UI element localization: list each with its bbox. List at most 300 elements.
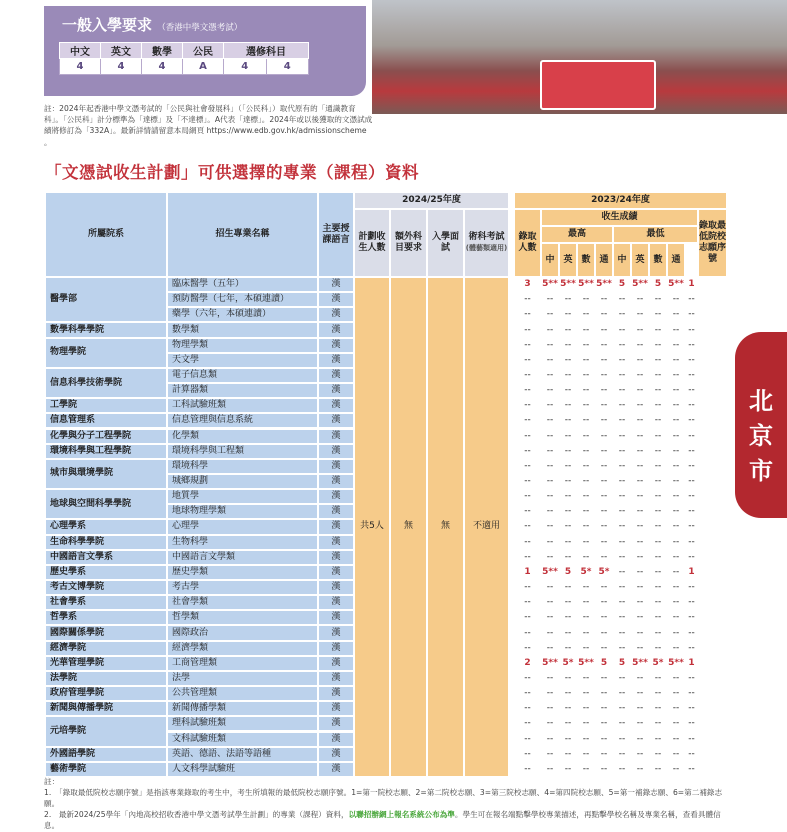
admitted-count: -- bbox=[515, 399, 540, 412]
header-admitted: 錄取人數 bbox=[515, 210, 540, 276]
art-merged: 不適用 bbox=[465, 278, 508, 776]
score-cell: -- bbox=[614, 308, 630, 321]
score-cell: -- bbox=[632, 308, 648, 321]
score-cell: 5** bbox=[578, 657, 594, 670]
score-cell: -- bbox=[668, 460, 684, 473]
score-cell: -- bbox=[668, 551, 684, 564]
dept-name: 環境科學與工程學院 bbox=[46, 445, 166, 458]
score-cell: -- bbox=[578, 354, 594, 367]
score-cell: -- bbox=[542, 323, 558, 336]
score-cell: -- bbox=[650, 642, 666, 655]
score-cell: -- bbox=[614, 354, 630, 367]
score-cell: -- bbox=[632, 566, 648, 579]
program-name: 天文學 bbox=[168, 354, 317, 367]
score-cell: -- bbox=[614, 445, 630, 458]
score-cell: -- bbox=[632, 551, 648, 564]
score-cell: -- bbox=[632, 339, 648, 352]
admitted-count: -- bbox=[515, 536, 540, 549]
program-name: 人文科學試驗班 bbox=[168, 763, 317, 776]
score-cell: -- bbox=[686, 369, 697, 382]
score-cell: -- bbox=[668, 672, 684, 685]
req-header: 英文 bbox=[101, 43, 142, 59]
score-cell: -- bbox=[560, 581, 576, 594]
score-cell: -- bbox=[632, 430, 648, 443]
score-cell: -- bbox=[650, 687, 666, 700]
admitted-count: -- bbox=[515, 596, 540, 609]
dept-name: 政府管理學院 bbox=[46, 687, 166, 700]
language-cell: 漢 bbox=[319, 520, 353, 533]
score-cell: -- bbox=[614, 460, 630, 473]
score-cell: -- bbox=[668, 626, 684, 639]
score-cell: -- bbox=[668, 763, 684, 776]
score-cell: -- bbox=[542, 430, 558, 443]
admitted-count: -- bbox=[515, 520, 540, 533]
score-cell: -- bbox=[668, 399, 684, 412]
dept-name: 中國語言文學系 bbox=[46, 551, 166, 564]
score-cell: -- bbox=[578, 460, 594, 473]
admitted-count: -- bbox=[515, 687, 540, 700]
score-cell: -- bbox=[560, 293, 576, 306]
language-cell: 漢 bbox=[319, 445, 353, 458]
header-subject: 英 bbox=[560, 244, 576, 276]
score-cell: -- bbox=[686, 687, 697, 700]
dept-name: 考古文博學院 bbox=[46, 581, 166, 594]
score-cell: -- bbox=[596, 733, 612, 746]
score-cell: -- bbox=[650, 308, 666, 321]
score-cell: -- bbox=[542, 536, 558, 549]
req-value: A bbox=[183, 59, 224, 75]
admitted-count: -- bbox=[515, 626, 540, 639]
score-cell: -- bbox=[668, 733, 684, 746]
program-name: 中國語言文學類 bbox=[168, 551, 317, 564]
score-cell: -- bbox=[686, 384, 697, 397]
score-cell: -- bbox=[614, 763, 630, 776]
interview-merged: 無 bbox=[428, 278, 463, 776]
score-cell: -- bbox=[560, 399, 576, 412]
score-cell: -- bbox=[560, 536, 576, 549]
score-cell: -- bbox=[614, 596, 630, 609]
score-cell: -- bbox=[686, 414, 697, 427]
score-cell: -- bbox=[560, 611, 576, 624]
score-cell: -- bbox=[686, 460, 697, 473]
score-cell: -- bbox=[668, 687, 684, 700]
dept-name: 光華管理學院 bbox=[46, 657, 166, 670]
score-cell: -- bbox=[668, 308, 684, 321]
score-cell: -- bbox=[686, 748, 697, 761]
score-cell: 5** bbox=[542, 278, 558, 291]
program-name: 社會學類 bbox=[168, 596, 317, 609]
header-subject: 通 bbox=[668, 244, 684, 276]
score-cell: -- bbox=[578, 430, 594, 443]
score-cell: -- bbox=[560, 687, 576, 700]
score-cell: -- bbox=[614, 414, 630, 427]
score-cell: -- bbox=[596, 520, 612, 533]
program-name: 地質學 bbox=[168, 490, 317, 503]
score-cell: -- bbox=[560, 505, 576, 518]
score-cell: -- bbox=[596, 445, 612, 458]
program-name: 公共管理類 bbox=[168, 687, 317, 700]
score-cell: -- bbox=[668, 581, 684, 594]
language-cell: 漢 bbox=[319, 505, 353, 518]
program-name: 英語、德語、法語等語種 bbox=[168, 748, 317, 761]
score-cell: -- bbox=[650, 384, 666, 397]
score-cell: -- bbox=[632, 490, 648, 503]
score-cell: -- bbox=[578, 733, 594, 746]
score-cell: -- bbox=[632, 445, 648, 458]
score-cell: 5** bbox=[596, 278, 612, 291]
language-cell: 漢 bbox=[319, 566, 353, 579]
program-name: 理科試驗班類 bbox=[168, 717, 317, 730]
language-cell: 漢 bbox=[319, 293, 353, 306]
score-cell: -- bbox=[578, 748, 594, 761]
score-cell: -- bbox=[668, 430, 684, 443]
score-cell: -- bbox=[632, 596, 648, 609]
score-cell: -- bbox=[614, 505, 630, 518]
admitted-count: -- bbox=[515, 551, 540, 564]
top-note: 註：2024年起香港中學文憑考試的「公民與社會發展科」（「公民科」）取代原有的「通識教育科」。「公民科」計分標準為「達標」及「不達標」。A代表「達標」。2024年或以後獲取的文憑試成績將修訂為「332A」。最新詳情請留意本局網頁 https://www.edb.gov.hk/admissionscheme 。 bbox=[44, 104, 373, 147]
score-cell: -- bbox=[614, 293, 630, 306]
score-cell: -- bbox=[650, 536, 666, 549]
req-header: 公民 bbox=[183, 43, 224, 59]
program-name: 數學類 bbox=[168, 323, 317, 336]
admitted-count: -- bbox=[515, 505, 540, 518]
score-cell: -- bbox=[668, 490, 684, 503]
score-cell: -- bbox=[650, 520, 666, 533]
notes-label: 註： bbox=[44, 777, 60, 786]
score-cell: -- bbox=[668, 505, 684, 518]
score-cell: -- bbox=[560, 369, 576, 382]
admitted-count: -- bbox=[515, 672, 540, 685]
language-cell: 漢 bbox=[319, 384, 353, 397]
score-cell: -- bbox=[686, 520, 697, 533]
score-cell: -- bbox=[614, 323, 630, 336]
score-cell: -- bbox=[542, 460, 558, 473]
score-cell: -- bbox=[650, 566, 666, 579]
score-cell: -- bbox=[578, 520, 594, 533]
score-cell: -- bbox=[668, 717, 684, 730]
score-cell: -- bbox=[578, 505, 594, 518]
score-cell: -- bbox=[632, 687, 648, 700]
score-cell: -- bbox=[596, 354, 612, 367]
score-cell: -- bbox=[668, 369, 684, 382]
page-title: 「文憑試收生計劃」可供選擇的專業（課程）資料 bbox=[45, 163, 419, 182]
score-cell: -- bbox=[596, 672, 612, 685]
group-photo bbox=[372, 0, 787, 114]
score-cell: -- bbox=[650, 475, 666, 488]
score-cell: -- bbox=[596, 536, 612, 549]
dept-name: 醫學部 bbox=[46, 278, 166, 321]
score-cell: -- bbox=[632, 399, 648, 412]
score-cell: -- bbox=[542, 687, 558, 700]
score-cell: -- bbox=[596, 293, 612, 306]
dept-name: 物理學院 bbox=[46, 339, 166, 367]
score-cell: -- bbox=[650, 445, 666, 458]
score-cell: -- bbox=[578, 642, 594, 655]
score-cell: -- bbox=[614, 551, 630, 564]
language-cell: 漢 bbox=[319, 278, 353, 291]
score-cell: 5 bbox=[614, 278, 630, 291]
note-2-tail: 。學生可在報名端點擊學校專業描述，再點擊學校名稱及專業名稱，查看具體信息。 bbox=[44, 810, 721, 830]
score-cell: -- bbox=[542, 748, 558, 761]
score-cell: -- bbox=[614, 536, 630, 549]
header-subject: 中 bbox=[614, 244, 630, 276]
score-cell: 1 bbox=[686, 657, 697, 670]
score-cell: -- bbox=[686, 323, 697, 336]
score-cell: 5* bbox=[596, 566, 612, 579]
score-cell: -- bbox=[560, 763, 576, 776]
admitted-count: -- bbox=[515, 733, 540, 746]
score-cell: -- bbox=[632, 748, 648, 761]
program-name: 歷史學類 bbox=[168, 566, 317, 579]
score-cell: -- bbox=[578, 687, 594, 700]
req-value: 4 bbox=[60, 59, 101, 75]
dept-name: 外國語學院 bbox=[46, 748, 166, 761]
score-cell: -- bbox=[668, 611, 684, 624]
program-name: 地球物理學類 bbox=[168, 505, 317, 518]
score-cell: -- bbox=[650, 581, 666, 594]
header-program: 招生專業名稱 bbox=[168, 193, 317, 276]
score-cell: -- bbox=[632, 323, 648, 336]
score-cell: -- bbox=[614, 672, 630, 685]
score-cell: -- bbox=[542, 354, 558, 367]
score-cell: 5** bbox=[632, 657, 648, 670]
score-cell: -- bbox=[578, 308, 594, 321]
language-cell: 漢 bbox=[319, 657, 353, 670]
score-cell: -- bbox=[578, 611, 594, 624]
score-cell: -- bbox=[686, 536, 697, 549]
program-name: 工科試驗班類 bbox=[168, 399, 317, 412]
score-cell: -- bbox=[614, 687, 630, 700]
score-cell: -- bbox=[668, 642, 684, 655]
score-cell: -- bbox=[632, 763, 648, 776]
score-cell: -- bbox=[650, 596, 666, 609]
score-cell: -- bbox=[650, 551, 666, 564]
score-cell: -- bbox=[650, 717, 666, 730]
score-cell: 1 bbox=[686, 278, 697, 291]
dept-name: 社會學系 bbox=[46, 596, 166, 609]
score-cell: -- bbox=[650, 763, 666, 776]
req-header: 中文 bbox=[60, 43, 101, 59]
score-cell: -- bbox=[668, 536, 684, 549]
language-cell: 漢 bbox=[319, 596, 353, 609]
score-cell: -- bbox=[668, 475, 684, 488]
admitted-count: 2 bbox=[515, 657, 540, 670]
score-cell: -- bbox=[542, 520, 558, 533]
score-cell: -- bbox=[542, 581, 558, 594]
score-cell: -- bbox=[542, 717, 558, 730]
admitted-count: 3 bbox=[515, 278, 540, 291]
score-cell: -- bbox=[542, 399, 558, 412]
score-cell: -- bbox=[614, 430, 630, 443]
score-cell: -- bbox=[686, 642, 697, 655]
score-cell: -- bbox=[596, 490, 612, 503]
score-cell: -- bbox=[614, 611, 630, 624]
score-cell: -- bbox=[542, 384, 558, 397]
score-cell: 5* bbox=[650, 657, 666, 670]
score-cell: -- bbox=[668, 384, 684, 397]
score-cell: -- bbox=[614, 475, 630, 488]
score-cell: -- bbox=[650, 460, 666, 473]
score-cell: -- bbox=[542, 475, 558, 488]
score-cell: -- bbox=[686, 626, 697, 639]
dept-name: 心理學系 bbox=[46, 520, 166, 533]
score-cell: -- bbox=[632, 460, 648, 473]
program-name: 工商管理類 bbox=[168, 657, 317, 670]
score-cell: -- bbox=[542, 626, 558, 639]
score-cell: -- bbox=[578, 763, 594, 776]
header-2023-24: 2023/24年度 bbox=[515, 193, 726, 208]
score-cell: -- bbox=[596, 596, 612, 609]
header-interview: 入學面試 bbox=[428, 210, 463, 276]
program-name: 計算器類 bbox=[168, 384, 317, 397]
program-name: 環境科學 bbox=[168, 460, 317, 473]
dept-name: 法學院 bbox=[46, 672, 166, 685]
dept-name: 工學院 bbox=[46, 399, 166, 412]
score-cell: -- bbox=[542, 414, 558, 427]
program-name: 新聞傳播學類 bbox=[168, 702, 317, 715]
score-cell: -- bbox=[686, 399, 697, 412]
program-name: 生物科學 bbox=[168, 536, 317, 549]
program-name: 環境科學與工程類 bbox=[168, 445, 317, 458]
score-cell: -- bbox=[542, 611, 558, 624]
program-name: 信息管理與信息系統 bbox=[168, 414, 317, 427]
score-cell: -- bbox=[542, 308, 558, 321]
dept-name: 新聞與傳播學院 bbox=[46, 702, 166, 715]
admitted-count: -- bbox=[515, 611, 540, 624]
score-cell: -- bbox=[686, 672, 697, 685]
admitted-count: -- bbox=[515, 414, 540, 427]
note-2 bbox=[44, 809, 734, 831]
score-cell: -- bbox=[668, 566, 684, 579]
score-cell: -- bbox=[632, 414, 648, 427]
score-cell: -- bbox=[686, 354, 697, 367]
score-cell: -- bbox=[596, 702, 612, 715]
admitted-count: -- bbox=[515, 354, 540, 367]
score-cell: 5** bbox=[668, 657, 684, 670]
score-cell: -- bbox=[560, 490, 576, 503]
score-cell: -- bbox=[650, 430, 666, 443]
dept-name: 信息管理系 bbox=[46, 414, 166, 427]
score-cell: -- bbox=[668, 339, 684, 352]
req-value: 4 bbox=[224, 59, 267, 75]
score-cell: -- bbox=[632, 626, 648, 639]
score-cell: -- bbox=[632, 702, 648, 715]
score-cell: -- bbox=[650, 733, 666, 746]
score-cell: -- bbox=[560, 475, 576, 488]
language-cell: 漢 bbox=[319, 733, 353, 746]
program-name: 考古學 bbox=[168, 581, 317, 594]
score-cell: -- bbox=[542, 369, 558, 382]
score-cell: -- bbox=[578, 445, 594, 458]
score-cell: -- bbox=[542, 642, 558, 655]
score-cell: -- bbox=[614, 369, 630, 382]
score-cell: -- bbox=[632, 717, 648, 730]
score-cell: -- bbox=[596, 581, 612, 594]
score-cell: -- bbox=[560, 308, 576, 321]
header-highest: 最高 bbox=[542, 227, 612, 242]
score-cell: 5* bbox=[578, 566, 594, 579]
score-cell: -- bbox=[578, 384, 594, 397]
score-cell: -- bbox=[578, 475, 594, 488]
score-cell: 5 bbox=[614, 657, 630, 670]
score-cell: -- bbox=[578, 323, 594, 336]
score-cell: -- bbox=[686, 430, 697, 443]
req-value: 4 bbox=[101, 59, 142, 75]
score-cell: -- bbox=[560, 445, 576, 458]
score-cell: 1 bbox=[686, 566, 697, 579]
admitted-count: -- bbox=[515, 308, 540, 321]
score-cell: -- bbox=[560, 384, 576, 397]
req-value: 4 bbox=[266, 59, 309, 75]
header-subject: 通 bbox=[596, 244, 612, 276]
art-note: (體藝類適用) bbox=[465, 244, 508, 252]
score-cell: -- bbox=[614, 733, 630, 746]
score-cell: -- bbox=[686, 551, 697, 564]
dept-name: 城市與環境學院 bbox=[46, 460, 166, 488]
score-cell: -- bbox=[650, 323, 666, 336]
score-cell: -- bbox=[596, 339, 612, 352]
language-cell: 漢 bbox=[319, 460, 353, 473]
score-cell: -- bbox=[650, 702, 666, 715]
score-cell: -- bbox=[578, 702, 594, 715]
language-cell: 漢 bbox=[319, 490, 353, 503]
program-name: 哲學類 bbox=[168, 611, 317, 624]
score-cell: -- bbox=[542, 763, 558, 776]
score-cell: -- bbox=[596, 369, 612, 382]
language-cell: 漢 bbox=[319, 536, 353, 549]
score-cell: -- bbox=[686, 308, 697, 321]
score-cell: -- bbox=[578, 581, 594, 594]
region-label bbox=[735, 384, 787, 489]
admitted-count: -- bbox=[515, 460, 540, 473]
program-name: 藥學（六年，本碩連讀） bbox=[168, 308, 317, 321]
language-cell: 漢 bbox=[319, 672, 353, 685]
language-cell: 漢 bbox=[319, 369, 353, 382]
admitted-count: -- bbox=[515, 748, 540, 761]
score-cell: 5** bbox=[632, 278, 648, 291]
score-cell: -- bbox=[650, 505, 666, 518]
score-cell: -- bbox=[560, 596, 576, 609]
header-min-choice: 錄取最低院校志願序號 bbox=[699, 210, 726, 276]
score-cell: -- bbox=[560, 323, 576, 336]
admitted-count: -- bbox=[515, 430, 540, 443]
score-cell: -- bbox=[560, 672, 576, 685]
score-cell: -- bbox=[578, 339, 594, 352]
score-cell: -- bbox=[686, 702, 697, 715]
score-cell: -- bbox=[632, 733, 648, 746]
header-subject: 數 bbox=[650, 244, 666, 276]
score-cell: -- bbox=[650, 293, 666, 306]
score-cell: -- bbox=[542, 505, 558, 518]
language-cell: 漢 bbox=[319, 763, 353, 776]
score-cell: -- bbox=[668, 445, 684, 458]
program-name: 預防醫學（七年，本碩連讀） bbox=[168, 293, 317, 306]
score-cell: -- bbox=[560, 354, 576, 367]
admitted-count: -- bbox=[515, 490, 540, 503]
score-cell: -- bbox=[596, 687, 612, 700]
score-cell: -- bbox=[596, 308, 612, 321]
score-cell: -- bbox=[632, 505, 648, 518]
score-cell: -- bbox=[614, 626, 630, 639]
score-cell: -- bbox=[596, 748, 612, 761]
score-cell: -- bbox=[578, 369, 594, 382]
score-cell: -- bbox=[542, 490, 558, 503]
score-cell: -- bbox=[614, 566, 630, 579]
score-cell: -- bbox=[686, 596, 697, 609]
admitted-count: 1 bbox=[515, 566, 540, 579]
score-cell: 5** bbox=[668, 278, 684, 291]
score-cell: -- bbox=[632, 642, 648, 655]
